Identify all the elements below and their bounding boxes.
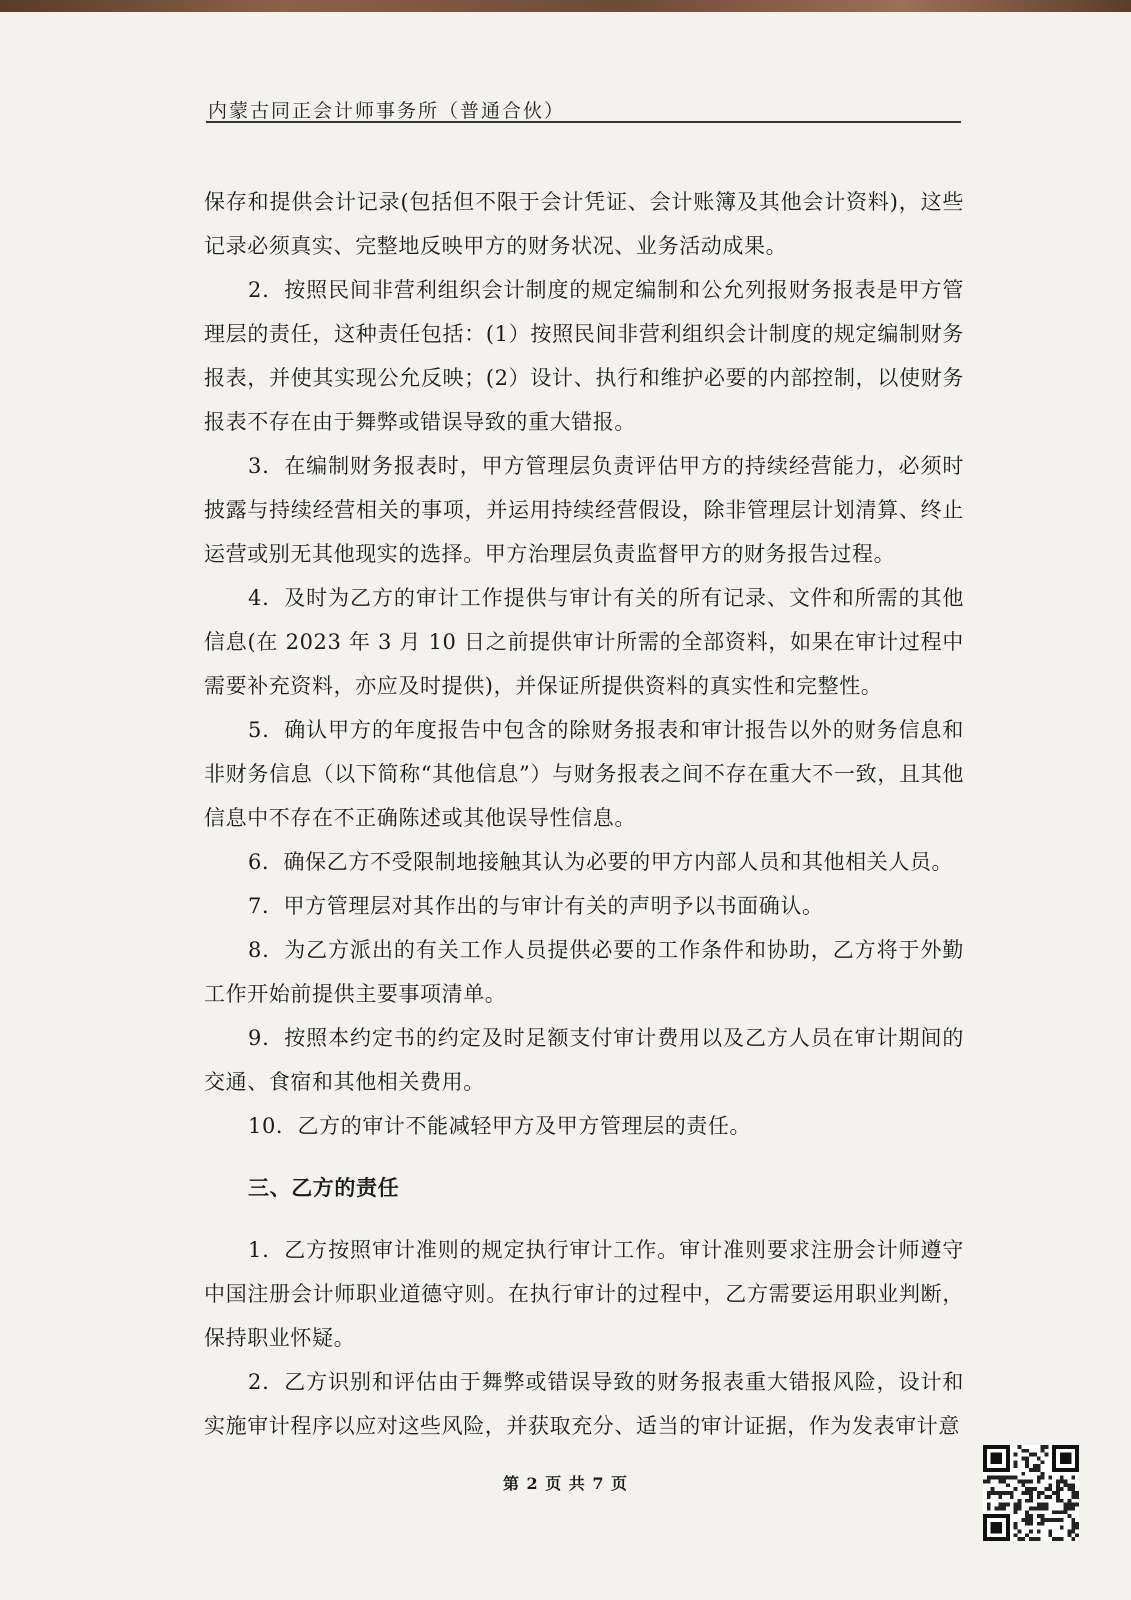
paragraph-item-10: 10．乙方的审计不能减轻甲方及甲方管理层的责任。	[248, 1114, 752, 1138]
paragraph-item-5: 5．确认甲方的年度报告中包含的除财务报表和审计报告以外的财务信息和非财务信息（以下简称“其他信息”）与财务报表之间不存在重大不一致，且其他信息中不存在不正确陈述或其他误导性信息。	[204, 718, 964, 830]
page-number-footer: 第 2 页 共 7 页	[502, 1474, 629, 1493]
paragraph-item-7: 7．甲方管理层对其作出的与审计有关的声明予以书面确认。	[248, 894, 824, 918]
qr-code-icon	[983, 1445, 1079, 1541]
paragraph-item-2: 2．按照民间非营利组织会计制度的规定编制和公允列报财务报表是甲方管理层的责任，这种责任包括：(1）按照民间非营利组织会计制度的规定编制财务报表，并使其实现公允反映；(2）设计、执行和维护必要的内部控制，以使财务报表不存在由于舞弊或错误导致的重大错报。	[204, 278, 964, 434]
paragraph-item-4: 4．及时为乙方的审计工作提供与审计有关的所有记录、文件和所需的其他信息(在 2023 年 3 月 10 日之前提供审计所需的全部资料，如果在审计过程中需要补充资料，亦应及时提供)，并保证所提供资料的真实性和完整性。	[204, 586, 964, 698]
page-header-firm-name: 内蒙古同正会计师事务所（普通合伙）	[208, 100, 566, 122]
paragraph-item-6: 6．确保乙方不受限制地接触其认为必要的甲方内部人员和其他相关人员。	[248, 850, 954, 874]
header-divider	[206, 121, 961, 123]
section-heading-party-b-responsibility: 三、乙方的责任	[248, 1175, 400, 1200]
section3-paragraph-2: 2．乙方识别和评估由于舞弊或错误导致的财务报表重大错报风险，设计和实施审计程序以应对这些风险，并获取充分、适当的审计证据，作为发表审计意	[204, 1370, 964, 1438]
section3-paragraph-1: 1．乙方按照审计准则的规定执行审计工作。审计准则要求注册会计师遵守中国注册会计师职业道德守则。在执行审计的过程中，乙方需要运用职业判断，保持职业怀疑。	[204, 1238, 964, 1350]
paragraph-item-9: 9．按照本约定书的约定及时足额支付审计费用以及乙方人员在审计期间的交通、食宿和其他相关费用。	[204, 1026, 964, 1094]
paragraph-continuation: 保存和提供会计记录(包括但不限于会计凭证、会计账簿及其他会计资料)，这些记录必须真实、完整地反映甲方的财务状况、业务活动成果。	[204, 190, 964, 258]
paragraph-item-3: 3．在编制财务报表时，甲方管理层负责评估甲方的持续经营能力，必须时披露与持续经营相关的事项，并运用持续经营假设，除非管理层计划清算、终止运营或别无其他现实的选择。甲方治理层负责监督甲方的财务报告过程。	[204, 454, 964, 566]
paragraph-item-8: 8．为乙方派出的有关工作人员提供必要的工作条件和协助，乙方将于外勤工作开始前提供主要事项清单。	[204, 938, 964, 1006]
document-body	[204, 180, 964, 1448]
